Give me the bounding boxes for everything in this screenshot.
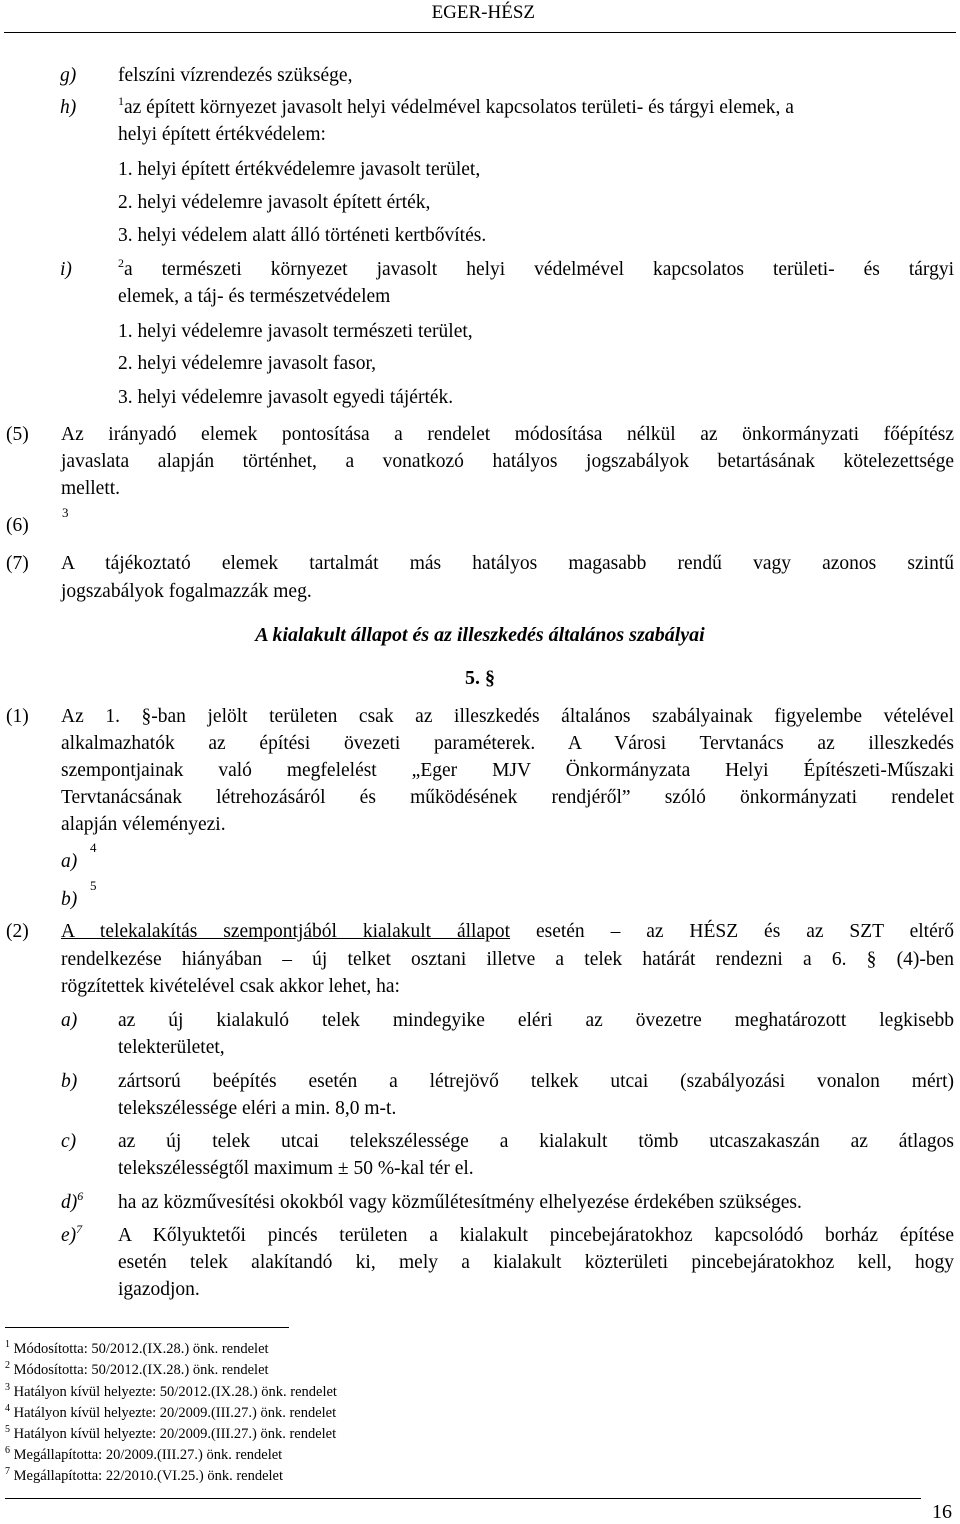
p2-e-marker: e)$^7$ [61,1222,83,1246]
p2-d-marker: d)$^6$ [61,1189,84,1213]
p1-marker: (1) [6,706,29,727]
i-subitem-3: 3. helyi védelemre javasolt egyedi tájérték. [118,387,454,408]
item-g-marker: g) [60,65,77,86]
item-i-marker: i) [60,259,72,280]
footnote-6: $^6$ Megállapította: 20/2009.(III.27.) önk. rendelet [5,1445,283,1463]
p2-d-line1: ha az közművesítési okokból vagy közműlétesítmény elhelyezése érdekében szükséges. [118,1192,802,1213]
p2-c-line1: az új telek utcai telekszélessége a kialakult tömb utcaszakaszán az átlagos [118,1131,954,1152]
para5-line1: Az irányadó elemek pontosítása a rendelet módosítása nélkül az önkormányzati főépítész [61,424,954,445]
p2-line2: rendelkezése hiányában – új telket osztani illetve a telek határát rendezni a 6. § (4)-ben [61,949,954,970]
footnote-ref-2[interactable]: 2 [118,256,124,270]
p2-b-line1: zártsorú beépítés esetén a létrejövő telkek utcai (szabályozási vonalon mért) [118,1071,954,1092]
p1-line3: szempontjainak való megfelelést „Eger MJV Önkormányzata Helyi Építészeti-Műszaki [61,760,954,781]
running-header: EGER-HÉSZ [431,2,535,23]
p1-line5: alapján véleményezi. [61,814,226,835]
footnote-1: $^1$ Módosította: 50/2012.(IX.28.) önk. rendelet [5,1339,269,1357]
footnote-ref-5[interactable]: 5 [90,878,97,893]
para7-line1: A tájékoztató elemek tartalmát más hatályos magasabb rendű vagy azonos szintű [61,553,954,574]
item-h-line1: $^1$az épített környezet javasolt helyi védelmével kapcsolatos területi- és tárgyi elemek, a [118,94,794,118]
h-subitem-3: 3. helyi védelem alatt álló történeti kertbővítés. [118,225,487,246]
footnote-5: $^5$ Hatályon kívül helyezte: 20/2009.(III.27.) önk. rendelet [5,1424,337,1442]
para5-line2: javaslata alapján történhet, a vonatkozó hatályos jogszabályok betartásának kötelezettsége [61,451,954,472]
header-rule [4,32,956,33]
footnote-ref-3[interactable]: 3 [62,505,69,520]
para7-line2: jogszabályok fogalmazzák meg. [61,581,312,602]
p1-line2: alkalmazhatók az építési övezeti paraméterek. A Városi Tervtanács az illeszkedés [61,733,954,754]
para6-marker: (6) [6,515,29,536]
section-number: 5. § [465,667,495,689]
p2-a-line2: telekterületet, [118,1037,225,1058]
i-subitem-2: 2. helyi védelemre javasolt fasor, [118,353,377,374]
p2-c-line2: telekszélességtől maximum ± 50 %-kal tér el. [118,1158,474,1179]
p2-b-marker: b) [61,1071,78,1092]
para5-marker: (5) [6,424,29,445]
para5-line3: mellett. [61,478,121,499]
p2-c-marker: c) [61,1131,77,1152]
p2-underlined-phrase: A telekalakítás szempontjából kialakult állapot [61,921,511,942]
footer-rule [5,1498,921,1499]
p2-e-line2: esetén telek alakítandó ki, mely a kialakult közterületi pincebejáratokhoz kell, hogy [118,1252,954,1273]
p1-line1: Az 1. §-ban jelölt területen csak az illeszkedés általános szabályainak figyelembe vételével [61,706,954,727]
p2-a-line1: az új kialakuló telek mindegyike eléri az övezetre meghatározott legkisebb [118,1010,954,1031]
para7-marker: (7) [6,553,29,574]
p2-b-line2: telekszélessége eléri a min. 8,0 m-t. [118,1098,397,1119]
section-title: A kialakult állapot és az illeszkedés általános szabályai [255,624,705,646]
item-g-text: felszíni vízrendezés szüksége, [118,65,353,86]
p2-line3: rögzítettek kivételével csak akkor lehet, ha: [61,976,400,997]
footnote-separator [5,1327,289,1328]
footnote-ref-6[interactable]: 6 [77,1189,84,1203]
item-h-line2: helyi épített értékvédelem: [118,124,326,145]
footnote-4: $^4$ Hatályon kívül helyezte: 20/2009.(III.27.) önk. rendelet [5,1403,337,1421]
footnote-ref-4[interactable]: 4 [90,840,97,855]
item-h-marker: h) [60,97,77,118]
footnote-ref-7[interactable]: 7 [76,1222,83,1236]
page-number: 16 [932,1501,952,1523]
footnote-3: $^3$ Hatályon kívül helyezte: 50/2012.(IX.28.) önk. rendelet [5,1382,337,1400]
p2-a-marker: a) [61,1010,78,1031]
item-i-line2: elemek, a táj- és természetvédelem [118,286,391,307]
i-subitem-1: 1. helyi védelemre javasolt természeti terület, [118,321,473,342]
p2-e-line3: igazodjon. [118,1279,200,1300]
h-subitem-1: 1. helyi épített értékvédelemre javasolt terület, [118,159,481,180]
footnote-2: $^2$ Módosította: 50/2012.(IX.28.) önk. rendelet [5,1360,269,1378]
item-i-line1: $^2$a természeti környezet javasolt helyi védelmével kapcsolatos területi- és tárgyi [118,256,954,280]
p1-line4: Tervtanácsának létrehozásáról és működésének rendjéről” szóló önkormányzati rendelet [61,787,954,808]
footnote-7: $^7$ Megállapította: 22/2010.(VI.25.) önk. rendelet [5,1466,284,1484]
p2-line1: A telekalakítás szempontjából kialakult állapot esetén – az HÉSZ és az SZT eltérő [61,921,954,942]
h-subitem-2: 2. helyi védelemre javasolt épített érték, [118,192,431,213]
p2-marker: (2) [6,921,29,942]
p2-e-line1: A Kőlyuktetői pincés területen a kialakult pincebejáratokhoz kapcsolódó borház építése [118,1225,954,1246]
p1-a-marker: a) [61,851,78,872]
p1-b-marker: b) [61,889,78,910]
footnote-ref-1[interactable]: 1 [118,94,124,108]
